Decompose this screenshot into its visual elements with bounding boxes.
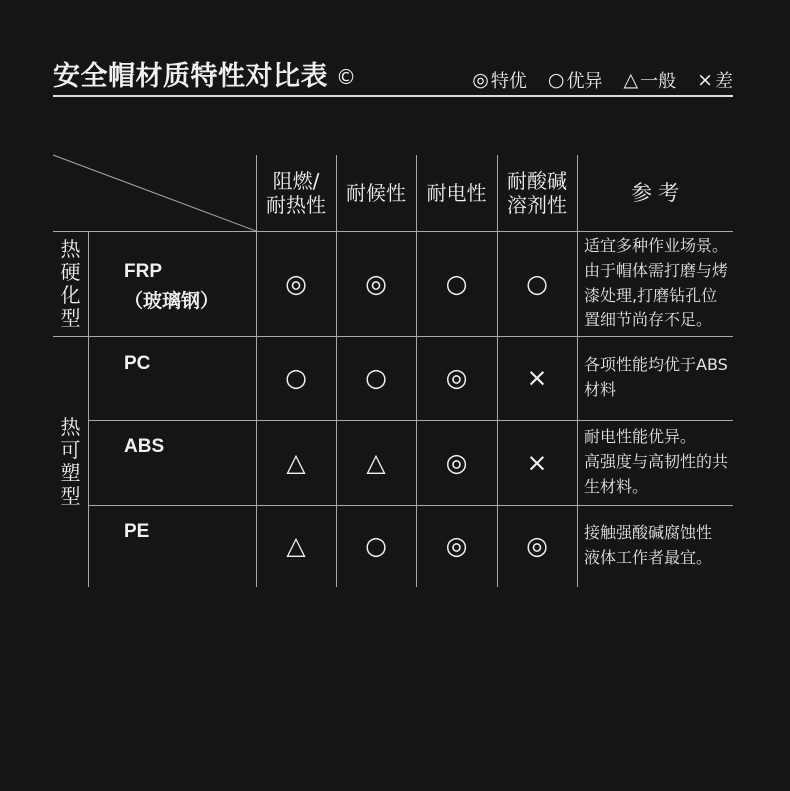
triangle-icon: △ xyxy=(623,69,639,91)
reference-line: 各项性能均优于ABS xyxy=(584,355,728,375)
header-flame-heat-resistance xyxy=(256,155,336,231)
rating-abs-chemical: × xyxy=(526,447,548,477)
reference-line: 液体工作者最宜。 xyxy=(584,548,713,567)
material-name-line: PC xyxy=(124,353,151,374)
reference-abs xyxy=(577,420,733,505)
legend-label: 差 xyxy=(715,71,733,92)
group-thermoset xyxy=(53,231,88,336)
reference-pc xyxy=(577,336,733,420)
double-circle-icon: ◎ xyxy=(472,69,489,91)
header-electrical-resistance xyxy=(416,155,497,231)
rating-pe-weather: ○ xyxy=(365,531,387,560)
legend-label: 优异 xyxy=(566,71,603,92)
header-line: 溶剂性 xyxy=(507,193,567,217)
reference-line: 生材料。 xyxy=(584,476,649,496)
rating-pe-flame-heat: △ xyxy=(286,531,306,560)
header-diagonal-line xyxy=(53,155,256,231)
rating-frp-chemical: ○ xyxy=(526,268,548,298)
rating-pc-electrical: ◎ xyxy=(445,363,468,392)
rating-pe-chemical: ◎ xyxy=(526,531,548,560)
rating-pe-electrical: ◎ xyxy=(445,531,468,560)
header-weather-resistance xyxy=(336,155,416,231)
rating-frp-electrical: ○ xyxy=(445,268,468,298)
reference-line: 高强度与高韧性的共 xyxy=(584,452,729,472)
group-label: 热可塑型 xyxy=(60,414,81,508)
header-line: 耐候性 xyxy=(346,181,406,205)
rating-pc-chemical: × xyxy=(526,363,548,392)
rating-abs-weather: △ xyxy=(366,447,386,477)
header-line: 阻燃/ xyxy=(272,169,320,193)
group-thermoplastic xyxy=(53,336,88,587)
rating-abs-electrical: ◎ xyxy=(445,447,468,477)
reference-line: 材料 xyxy=(584,380,617,399)
reference-line: 漆处理,打磨钻孔位 xyxy=(584,285,718,305)
header-line: 耐电性 xyxy=(426,181,487,205)
header-line: 耐热性 xyxy=(266,193,326,217)
reference-line: 由于帽体需打磨与烤 xyxy=(584,260,729,280)
rating-abs-flame-heat: △ xyxy=(286,447,306,477)
reference-line: 接触强酸碱腐蚀性 xyxy=(584,523,713,543)
material-name-line: ABS xyxy=(124,436,165,457)
material-name-abs xyxy=(88,420,256,505)
material-name-line: PE xyxy=(124,521,150,542)
reference-line: 置细节尚存不足。 xyxy=(584,310,713,330)
material-name-pc xyxy=(88,336,256,420)
material-name-frp xyxy=(88,231,256,336)
rating-frp-weather: ◎ xyxy=(365,268,387,298)
reference-frp xyxy=(577,231,733,336)
reference-line: 适宜多种作业场景。 xyxy=(584,236,729,256)
rating-pc-weather: ○ xyxy=(365,363,387,392)
material-name-pe xyxy=(88,505,256,587)
header-reference xyxy=(577,155,733,231)
material-name-line: FRP xyxy=(124,261,162,282)
reference-line: 耐电性能优异。 xyxy=(584,427,697,447)
cross-icon: × xyxy=(697,69,713,91)
header-chemical-resistance xyxy=(497,155,577,231)
rating-pc-flame-heat: ○ xyxy=(285,363,307,392)
circle-icon: ○ xyxy=(547,69,565,91)
copyright-mark: © xyxy=(336,65,356,89)
material-name-line: （玻璃钢） xyxy=(124,291,220,312)
legend-label: 一般 xyxy=(640,71,677,92)
header-line: 耐酸碱 xyxy=(507,169,567,193)
header-line: 参考 xyxy=(631,181,685,205)
group-label: 热硬化型 xyxy=(60,236,81,330)
rating-frp-flame-heat: ◎ xyxy=(285,268,307,298)
reference-pe xyxy=(577,505,733,587)
title-text: 安全帽材质特性对比表 xyxy=(53,61,328,92)
legend-label: 特优 xyxy=(490,71,527,92)
